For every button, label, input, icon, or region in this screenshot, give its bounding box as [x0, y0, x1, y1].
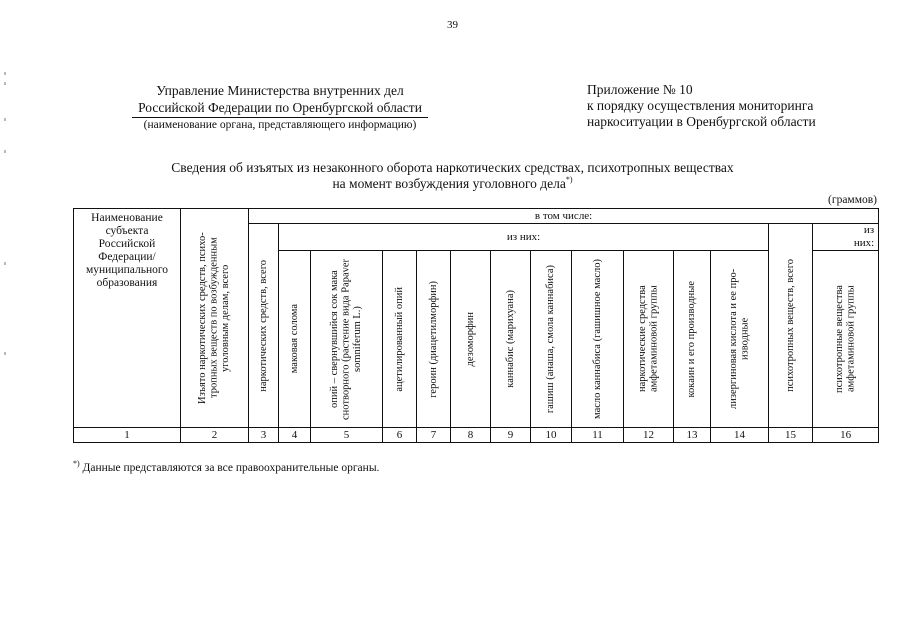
column-number: 10: [531, 428, 572, 443]
column-number: 2: [181, 428, 249, 443]
psychotropic-total-header-text: психотропных веществ, всего: [784, 259, 796, 392]
appendix-line-2: к порядку осуществления мониторинга: [587, 98, 814, 113]
column-number: 4: [279, 428, 311, 443]
narcotic-total-header: [249, 224, 279, 428]
column-number: 1: [74, 428, 181, 443]
narcotic-column-header: [383, 251, 417, 428]
scan-artifact: [4, 352, 6, 355]
appendix-line-3: наркоситуации в Оренбургской области: [587, 114, 816, 129]
column-number: 14: [711, 428, 769, 443]
subject-name-header-line: Федерации/: [98, 251, 156, 263]
scan-artifact: [4, 150, 6, 153]
appendix-line-1: Приложение № 10: [587, 82, 693, 97]
column-number: 9: [491, 428, 531, 443]
organization-line-1: Управление Министерства внутренних дел: [156, 83, 404, 98]
psychotropic-total-header: [769, 224, 813, 428]
organization-line-2: Российской Федерации по Оренбургской области: [132, 100, 428, 118]
seizure-table: [73, 208, 879, 443]
scan-artifact: [4, 82, 6, 85]
document-title: [120, 160, 785, 192]
narcotic-column-header-text: дезоморфин: [464, 311, 476, 367]
column-number: 5: [311, 428, 383, 443]
page-number: 39: [447, 19, 458, 31]
narcotic-column-header-text: героин (диацетилморфин): [427, 280, 439, 398]
organization-caption: (наименование органа, представляющего информацию): [143, 119, 417, 131]
narcotic-column-header-text: ацетилированный опий: [393, 286, 405, 392]
subject-name-header-line: Российской: [98, 238, 156, 250]
narcotic-column-header: [674, 251, 711, 428]
narcotic-column-header-text: гашиш (анаша, смола каннабиса): [545, 264, 557, 414]
total-seized-header-text: Изъято наркотических средств, психо-тропных веществ по возбужденным уголовным делам, всего: [197, 232, 232, 404]
total-seized-header: [181, 209, 249, 428]
narcotic-column-header: [451, 251, 491, 428]
of-them-psychotropic-header: [813, 224, 879, 251]
column-number: 6: [383, 428, 417, 443]
column-number: 15: [769, 428, 813, 443]
title-line-2: на момент возбуждения уголовного дела: [332, 176, 566, 191]
of-them-psychotropic-line-1: из: [863, 224, 875, 236]
in-total-header: в том числе:: [249, 209, 879, 224]
narcotic-column-header-text: лизергиновая кислота и ее про-изводные: [728, 268, 751, 410]
column-number: 13: [674, 428, 711, 443]
narcotic-column-header: [624, 251, 674, 428]
narcotic-column-header-text: опий – свернувшийся сок мака снотворного (растение вида Papaver somniferum L.): [329, 258, 364, 420]
title-footnote-mark: *): [565, 175, 573, 184]
footnote-text: Данные представляются за все правоохранительные органы.: [82, 462, 380, 474]
psychotropic-amphetamine-header: [813, 251, 879, 428]
column-number: 16: [813, 428, 879, 443]
scan-artifact: [4, 262, 6, 265]
column-number: 11: [572, 428, 624, 443]
units-label: (граммов): [828, 194, 877, 206]
organization-block: [100, 82, 460, 132]
scan-artifact: [4, 72, 6, 75]
narcotic-column-header-text: маковая солома: [288, 304, 300, 374]
narcotic-column-header-text: наркотические средства амфетаминовой группы: [637, 285, 660, 393]
column-number: 8: [451, 428, 491, 443]
subject-name-header: [74, 209, 181, 428]
column-number: 3: [249, 428, 279, 443]
narcotic-column-header-text: кокаин и его производные: [686, 280, 698, 398]
narcotic-column-header-text: масло каннабиса (гашишное масло): [591, 259, 603, 419]
of-them-psychotropic-line-2: них:: [853, 237, 875, 249]
title-line-1: Сведения об изъятых из незаконного оборота наркотических средствах, психотропных веществах: [171, 160, 734, 175]
narcotic-column-header: [572, 251, 624, 428]
narcotic-column-header: [531, 251, 572, 428]
footnote-mark: *): [73, 459, 80, 468]
narcotic-column-header: [311, 251, 383, 428]
footnote: [73, 459, 773, 474]
column-number: 7: [417, 428, 451, 443]
subject-name-header-line: Наименование: [91, 212, 163, 224]
column-number-row: [74, 428, 879, 443]
scan-artifact: [4, 118, 6, 121]
appendix-block: [587, 82, 887, 130]
of-them-narcotic-header: из них:: [279, 224, 769, 251]
narcotic-total-header-text: наркотических средств, всего: [257, 259, 269, 392]
subject-name-header-line: образования: [96, 277, 158, 289]
narcotic-column-header: [491, 251, 531, 428]
psychotropic-amphetamine-header-text: психотропные вещества амфетаминовой группы: [834, 285, 857, 393]
subject-name-header-line: муниципального: [85, 264, 169, 276]
narcotic-column-header-text: каннабис (марихуана): [504, 290, 516, 388]
narcotic-column-header: [711, 251, 769, 428]
column-number: 12: [624, 428, 674, 443]
narcotic-column-header: [279, 251, 311, 428]
subject-name-header-line: субъекта: [105, 225, 149, 237]
narcotic-column-header: [417, 251, 451, 428]
